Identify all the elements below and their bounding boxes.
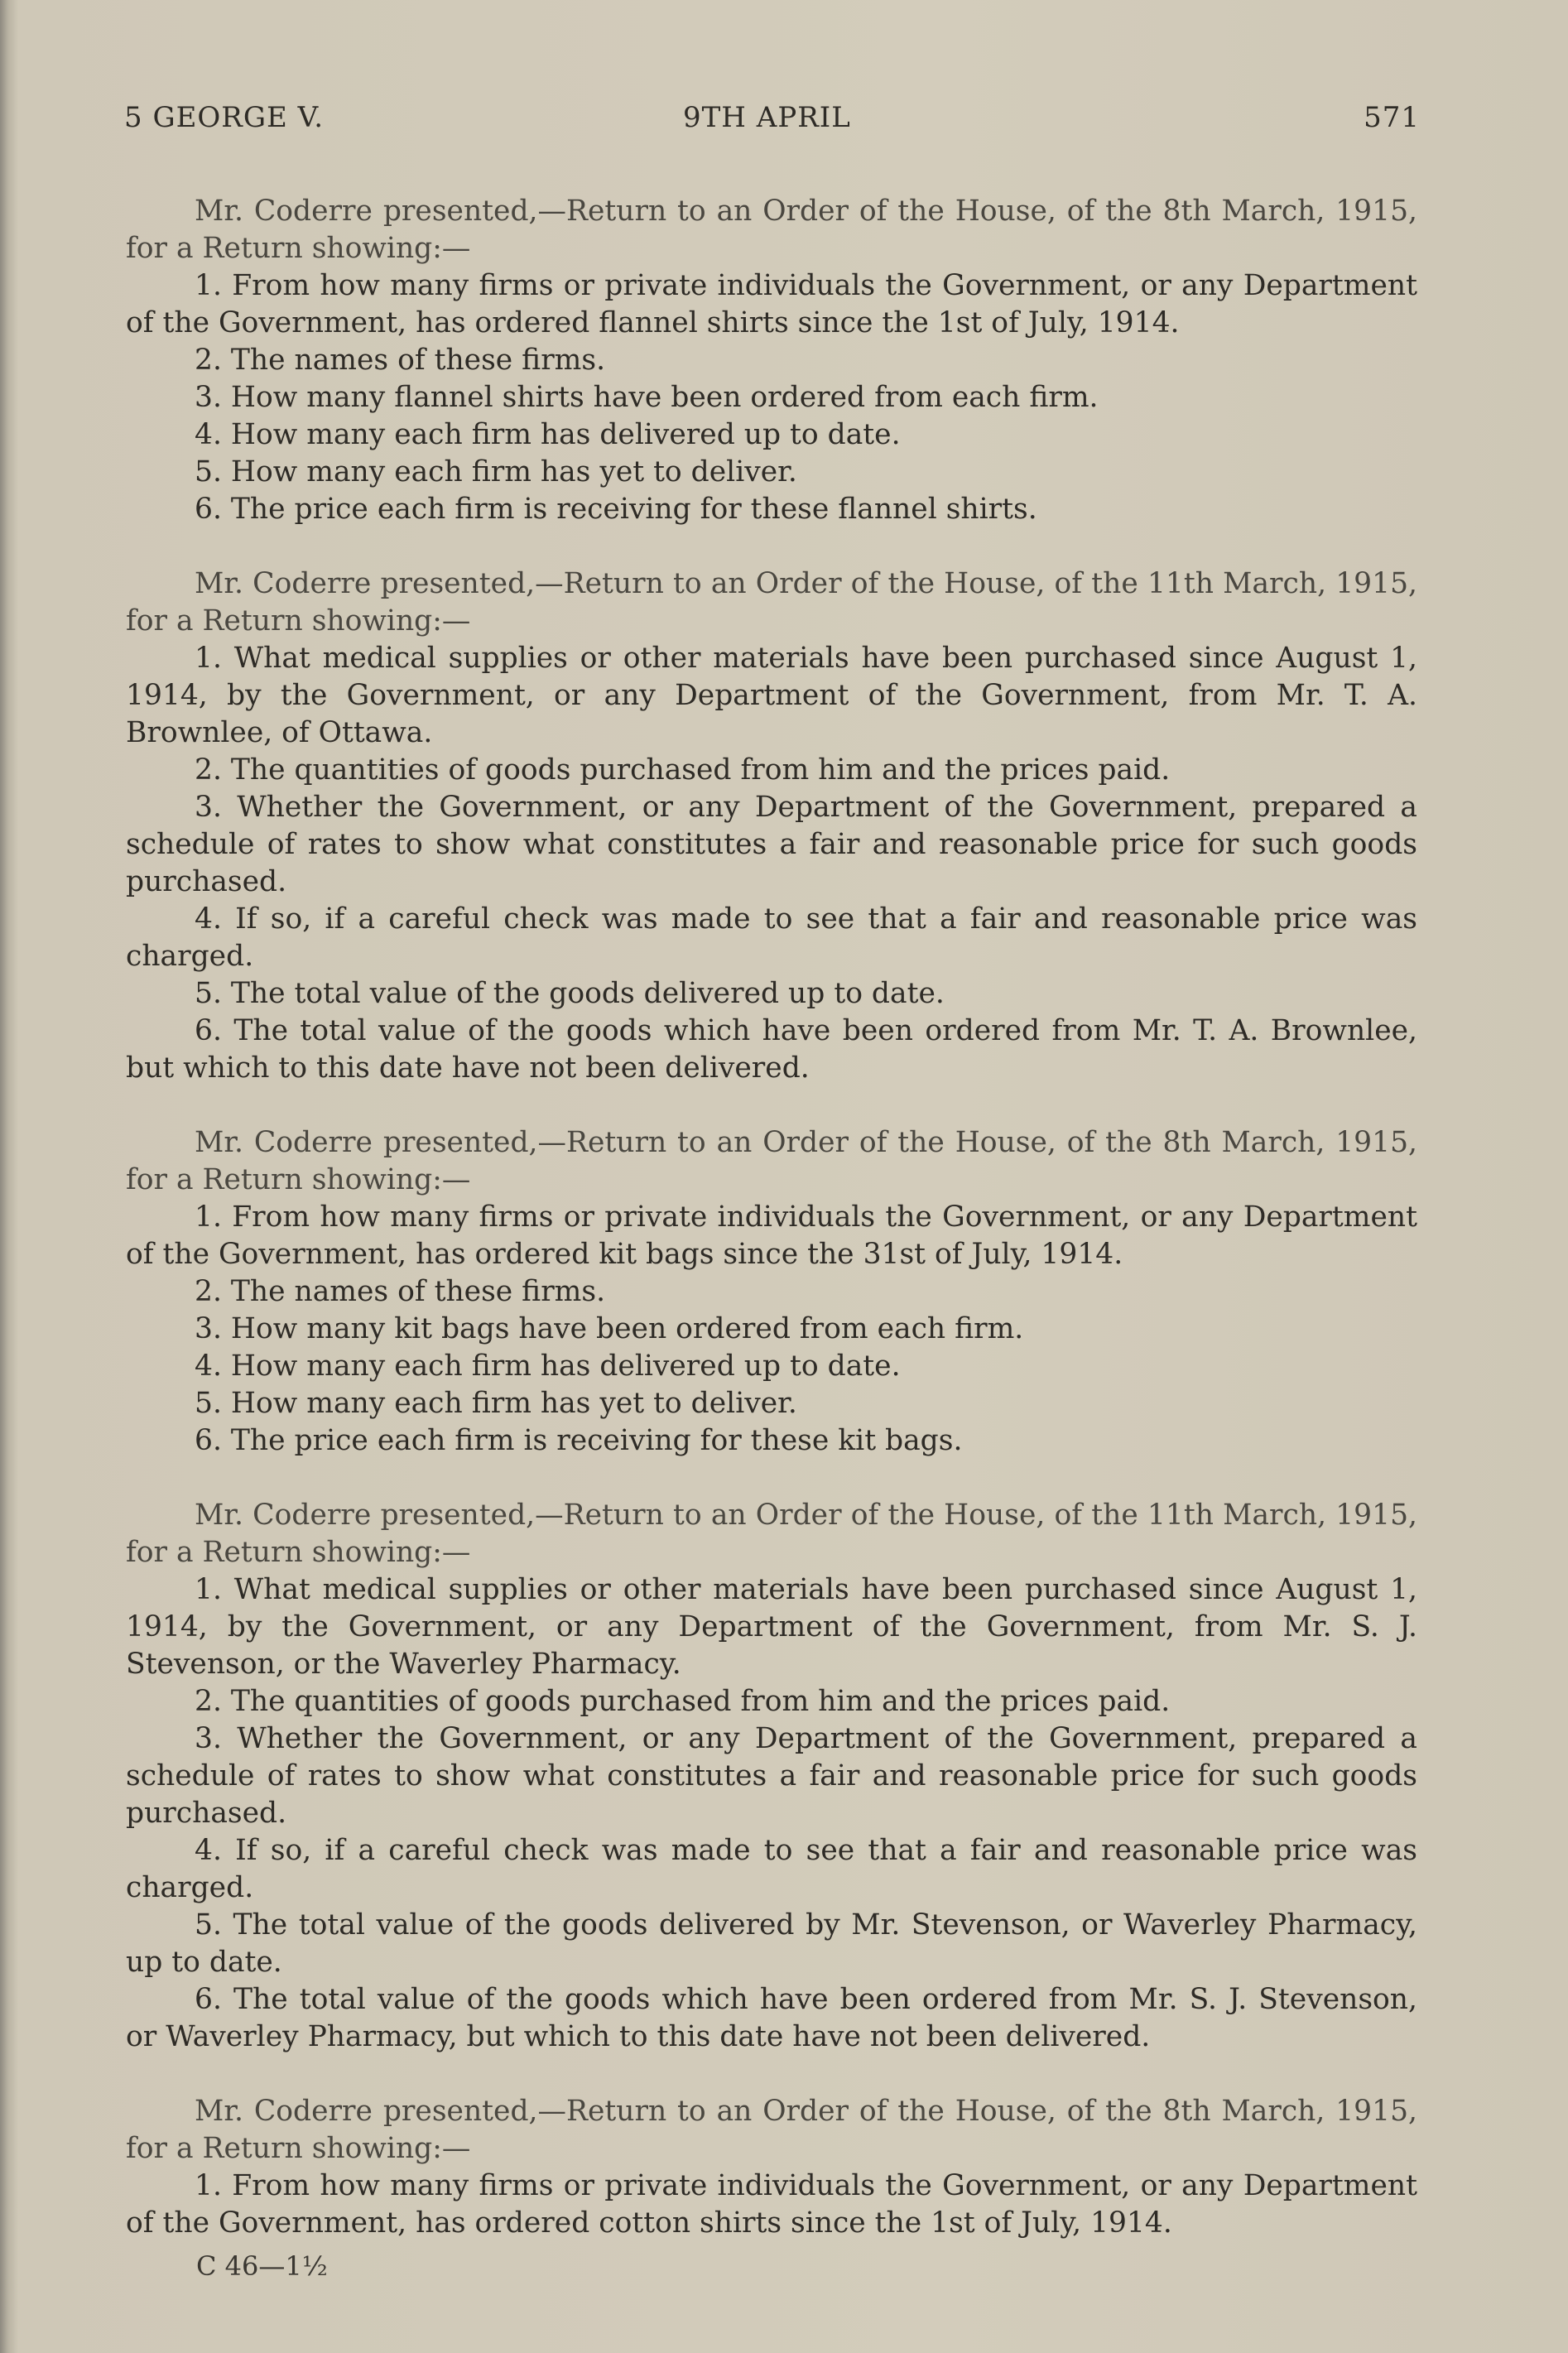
section-gap xyxy=(126,1460,1417,1497)
return-item: 6. The price each firm is receiving for these flannel shirts. xyxy=(195,493,1037,526)
return-item: 3. Whether the Government, or any Department of the Government, prepared a schedule of rates to show what constitutes a fair and reasonable price for such goods purchased. xyxy=(126,791,1417,898)
return-entry xyxy=(126,565,1417,1087)
running-header xyxy=(124,101,1420,142)
return-item: 5. The total value of the goods delivered up to date. xyxy=(195,977,945,1010)
section-gap xyxy=(126,2056,1417,2093)
return-item: 6. The price each firm is receiving for these kit bags. xyxy=(195,1424,963,1457)
return-item: 5. How many each firm has yet to deliver. xyxy=(195,455,797,488)
return-entry xyxy=(126,1497,1417,2056)
page-body xyxy=(126,193,1417,2242)
date-label: 9TH APRIL xyxy=(683,101,851,134)
return-entry xyxy=(126,1124,1417,1460)
return-item: 2. The names of these firms. xyxy=(195,1275,606,1308)
return-item: 2. The quantities of goods purchased from him and the prices paid. xyxy=(195,753,1171,787)
return-item: 3. Whether the Government, or any Department of the Government, prepared a schedule of rates to show what constitutes a fair and reasonable price for such goods purchased. xyxy=(126,1722,1417,1830)
return-intro: Mr. Coderre presented,—Return to an Order of the House, of the 11th March, 1915, for a Return showing:— xyxy=(126,567,1417,638)
return-entry xyxy=(126,2093,1417,2242)
return-intro: Mr. Coderre presented,—Return to an Order of the House, of the 8th March, 1915, for a Return showing:— xyxy=(126,1126,1417,1196)
return-item: 1. From how many firms or private individuals the Government, or any Department of the Government, has ordered cotton shirts since the 1st of July, 1914. xyxy=(126,2169,1417,2240)
return-entry xyxy=(126,193,1417,528)
return-item: 1. From how many firms or private individuals the Government, or any Department of the Government, has ordered flannel shirts since the 1st of July, 1914. xyxy=(126,269,1417,339)
return-item: 1. What medical supplies or other materials have been purchased since August 1, 1914, by the Government, or any Department of the Government, from Mr. T. A. Brownlee, of Ottawa. xyxy=(126,642,1417,749)
return-item: 1. What medical supplies or other materials have been purchased since August 1, 1914, by the Government, or any Department of the Government, from Mr. S. J. Stevenson, or the Waverley Pharmacy. xyxy=(126,1573,1417,1681)
section-gap xyxy=(126,1087,1417,1124)
return-item: 6. The total value of the goods which have been ordered from Mr. S. J. Stevenson, or Waverley Pharmacy, but which to this date have not been delivered. xyxy=(126,1983,1417,2053)
return-item: 3. How many flannel shirts have been ordered from each firm. xyxy=(195,381,1099,414)
return-intro: Mr. Coderre presented,—Return to an Order of the House, of the 11th March, 1915, for a Return showing:— xyxy=(126,1499,1417,1569)
signature-mark: C 46—1½ xyxy=(196,2250,328,2282)
return-item: 4. How many each firm has delivered up to date. xyxy=(195,1350,901,1383)
return-item: 5. The total value of the goods delivered by Mr. Stevenson, or Waverley Pharmacy, up to date. xyxy=(126,1908,1417,1979)
return-item: 4. If so, if a careful check was made to see that a fair and reasonable price was charged. xyxy=(126,902,1417,973)
return-item: 5. How many each firm has yet to deliver. xyxy=(195,1387,797,1420)
return-item: 4. How many each firm has delivered up to date. xyxy=(195,418,901,451)
page-number: 571 xyxy=(1364,101,1420,134)
return-item: 6. The total value of the goods which have been ordered from Mr. T. A. Brownlee, but which to this date have not been delivered. xyxy=(126,1014,1417,1085)
return-item: 3. How many kit bags have been ordered from each firm. xyxy=(195,1312,1024,1345)
return-intro: Mr. Coderre presented,—Return to an Order of the House, of the 8th March, 1915, for a Return showing:— xyxy=(126,195,1417,265)
section-gap xyxy=(126,528,1417,565)
return-item: 4. If so, if a careful check was made to see that a fair and reasonable price was charged. xyxy=(126,1834,1417,1904)
return-intro: Mr. Coderre presented,—Return to an Order of the House, of the 8th March, 1915, for a Return showing:— xyxy=(126,2095,1417,2165)
return-item: 2. The quantities of goods purchased from him and the prices paid. xyxy=(195,1685,1171,1718)
return-item: 1. From how many firms or private individuals the Government, or any Department of the Government, has ordered kit bags since the 31st of July, 1914. xyxy=(126,1201,1417,1271)
return-item: 2. The names of these firms. xyxy=(195,344,606,377)
session-label: 5 GEORGE V. xyxy=(124,101,325,134)
